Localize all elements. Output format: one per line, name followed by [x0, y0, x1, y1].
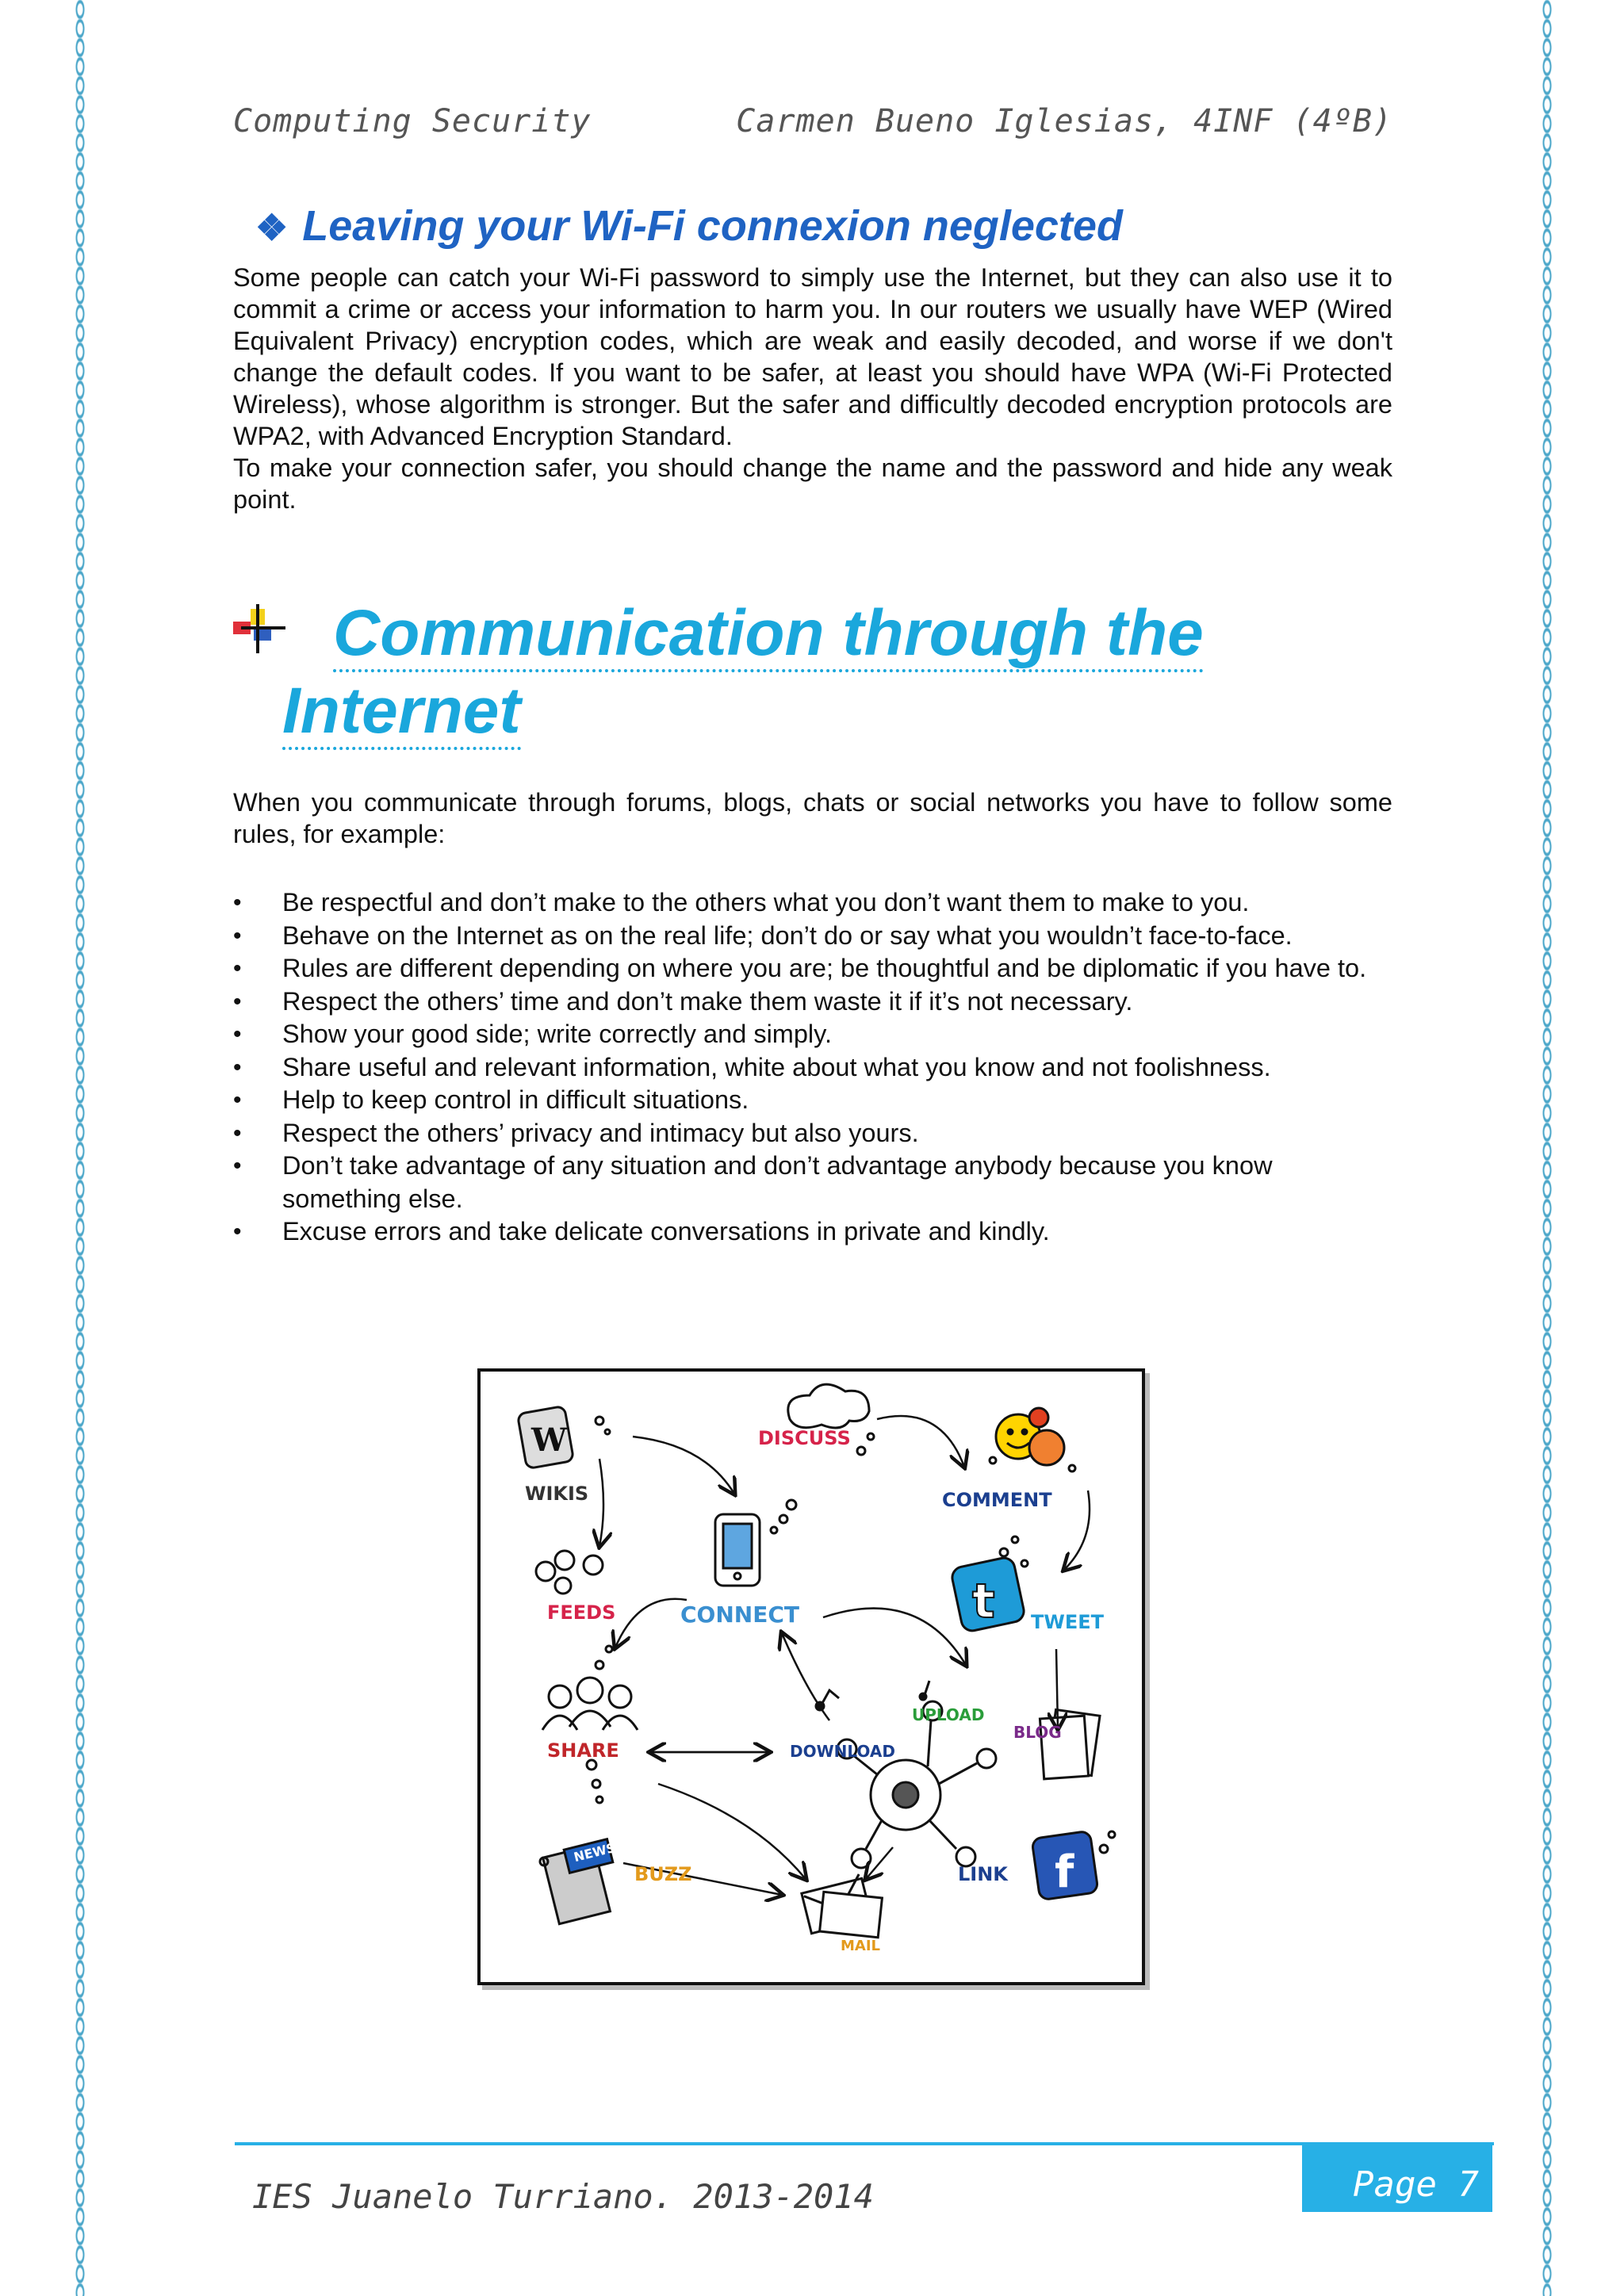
list-item: • Help to keep control in difficult situations.	[233, 1084, 1392, 1117]
header-title: Computing Security	[233, 103, 592, 140]
title-line-2: Internet	[282, 675, 521, 750]
list-item: • Excuse errors and take delicate conversations in private and kindly.	[233, 1215, 1392, 1249]
news-label: NEWS	[572, 1839, 618, 1866]
download-label: DOWNLOAD	[790, 1742, 895, 1761]
buzz-label: BUZZ	[634, 1863, 692, 1885]
share-label: SHARE	[547, 1739, 619, 1762]
wikis-label: WIKIS	[525, 1483, 589, 1505]
phone-icon	[715, 1500, 796, 1586]
svg-text:t: t	[972, 1574, 995, 1629]
list-item: • Behave on the Internet as on the real life; don’t do or say what you wouldn’t face-to-face.	[233, 920, 1392, 953]
list-item: • Show your good side; write correctly and simply.	[233, 1018, 1392, 1051]
link-label: LINK	[958, 1863, 1008, 1885]
comment-label: COMMENT	[942, 1489, 1052, 1511]
list-item: • Respect the others’ time and don’t make them waste it if it’s not necessary.	[233, 985, 1392, 1019]
communication-intro: When you communicate through forums, blogs, chats or social networks you have to follow some rules, for example:	[233, 788, 1392, 848]
list-item: • Don’t take advantage of any situation and don’t advantage anybody because you know something else.	[233, 1150, 1392, 1215]
mail-envelopes-icon	[802, 1874, 883, 1938]
social-media-illustration	[477, 1368, 1145, 1985]
left-chain-border	[73, 0, 87, 2296]
share-people-icon	[542, 1646, 638, 1803]
illustration-svg	[481, 1372, 1142, 1982]
svg-text:f: f	[1055, 1846, 1074, 1898]
rules-list	[233, 886, 1392, 1249]
mail-label: MAIL	[841, 1938, 881, 1954]
feeds-bulbs-icon	[536, 1551, 603, 1594]
list-item: • Be respectful and don’t make to the others what you don’t want them to make to you.	[233, 886, 1392, 920]
right-chain-border	[1540, 0, 1554, 2296]
wifi-paragraph-1: Some people can catch your Wi-Fi password to simply use the Internet, but they can also use it to commit a crime or access your information to harm you. In our routers we usually have WEP (Wired Equivalent Privacy) encryption codes, which are weak and easily decoded, and worse if we don't change the default codes. If you want to be safer, at least you should have WPA (Wi-Fi Protected Wireless), whose algorithm is stronger. But the safer and difficultly decoded encryption protocols are WPA2, with Advanced Encryption Standard.	[233, 263, 1392, 450]
feeds-label: FEEDS	[547, 1601, 616, 1624]
tweet-label: TWEET	[1031, 1611, 1105, 1633]
header-author: Carmen Bueno Iglesias, 4INF (4ºB)	[736, 103, 1392, 140]
footer-school: IES Juanelo Turriano. 2013-2014	[252, 2177, 874, 2216]
list-item: • Rules are different depending on where you are; be thoughtful and be diplomatic if you have to.	[233, 952, 1392, 985]
tweet-icon	[950, 1536, 1028, 1632]
list-item: • Share useful and relevant information, white about what you know and not foolishness.	[233, 1051, 1392, 1085]
discuss-label: DISCUSS	[758, 1427, 851, 1449]
connect-label: CONNECT	[680, 1601, 799, 1628]
title-line-1: Communication through the	[333, 597, 1204, 672]
facebook-icon	[1032, 1831, 1115, 1900]
communication-title	[233, 595, 1423, 750]
wifi-paragraph-2: To make your connection safer, you should change the name and the password and hide any weak point.	[233, 453, 1392, 514]
svg-text:W: W	[531, 1422, 567, 1459]
blog-papers-icon	[1040, 1709, 1100, 1778]
blog-label: BLOG	[1013, 1723, 1062, 1742]
wifi-heading	[255, 201, 1123, 251]
list-item: • Respect the others’ privacy and intimacy but also yours.	[233, 1117, 1392, 1150]
page-number: Page 7	[1353, 2164, 1479, 2205]
wikis-icon	[517, 1406, 610, 1468]
wifi-body	[233, 262, 1392, 515]
globe-hub-icon	[837, 1701, 996, 1868]
upload-label: UPLOAD	[912, 1705, 985, 1724]
wifi-heading-text: Leaving your Wi-Fi connexion neglected	[302, 202, 1123, 250]
rules-list-container	[233, 886, 1392, 1249]
diamond-bullet-icon: ❖	[255, 207, 289, 248]
comment-smiley-icon	[990, 1408, 1075, 1471]
